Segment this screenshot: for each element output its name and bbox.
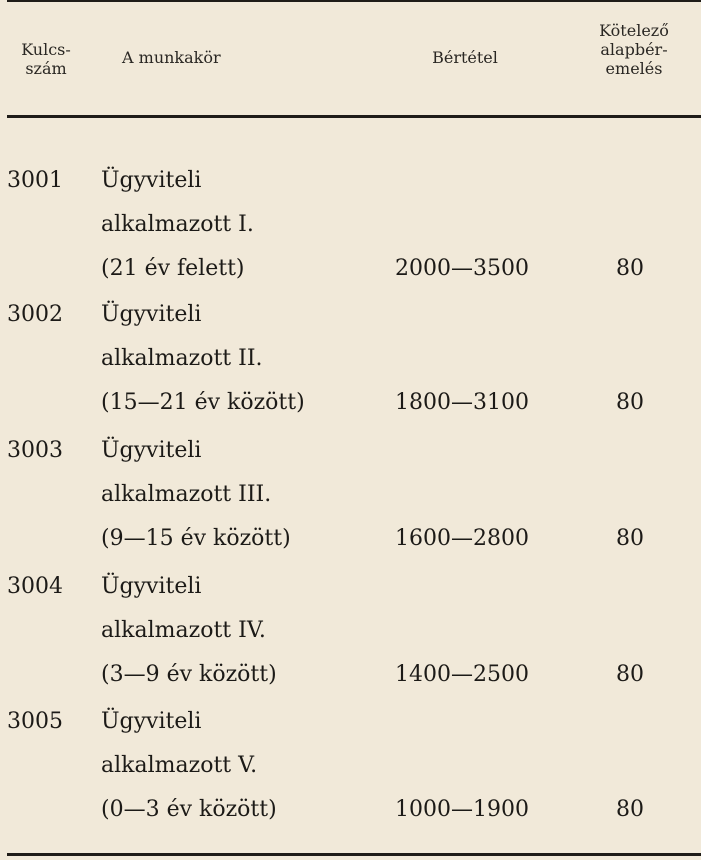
header-job: A munkakör: [122, 48, 221, 67]
table-top-rule: [7, 0, 701, 2]
row-code: 3004: [7, 574, 63, 599]
job-line-1: Ügyviteli: [101, 709, 202, 734]
job-line-2: alkalmazott V.: [101, 753, 258, 778]
job-line-1: Ügyviteli: [101, 574, 202, 599]
job-line-2: alkalmazott I.: [101, 212, 254, 237]
table-row: [0, 159, 701, 294]
row-raise: 80: [616, 256, 644, 281]
job-line-3: (15—21 év között): [101, 390, 305, 415]
row-wage: 1800—3100: [395, 390, 529, 415]
row-code: 3005: [7, 709, 63, 734]
row-raise: 80: [616, 390, 644, 415]
header-code: [6, 40, 86, 78]
row-code: 3001: [7, 168, 63, 193]
row-code: 3003: [7, 438, 63, 463]
header-wage: Bértétel: [432, 48, 498, 67]
table-bottom-rule: [7, 853, 701, 856]
job-line-2: alkalmazott III.: [101, 482, 272, 507]
header-code-line-1: Kulcs-: [21, 40, 71, 59]
table-row: [0, 700, 701, 835]
job-line-2: alkalmazott IV.: [101, 618, 266, 643]
header-raise-line-2: alapbér-: [600, 40, 668, 59]
job-line-3: (0—3 év között): [101, 797, 277, 822]
job-line-1: Ügyviteli: [101, 168, 202, 193]
job-line-2: alkalmazott II.: [101, 346, 263, 371]
job-line-3: (3—9 év között): [101, 662, 277, 687]
row-raise: 80: [616, 526, 644, 551]
row-job: [101, 159, 254, 291]
row-raise: 80: [616, 797, 644, 822]
row-wage: 2000—3500: [395, 256, 529, 281]
header-raise-line-3: emelés: [605, 59, 663, 78]
row-job: [101, 293, 305, 425]
header-raise: [572, 21, 696, 78]
table-row: [0, 293, 701, 428]
row-job: [101, 565, 277, 697]
header-code-line-2: szám: [25, 59, 67, 78]
row-wage: 1600—2800: [395, 526, 529, 551]
job-line-3: (9—15 év között): [101, 526, 291, 551]
row-wage: 1400—2500: [395, 662, 529, 687]
row-wage: 1000—1900: [395, 797, 529, 822]
table-header-rule: [7, 115, 701, 118]
table-row: [0, 429, 701, 564]
row-job: [101, 429, 291, 561]
row-raise: 80: [616, 662, 644, 687]
header-raise-line-1: Kötelező: [599, 21, 669, 40]
job-line-1: Ügyviteli: [101, 438, 202, 463]
job-line-1: Ügyviteli: [101, 302, 202, 327]
job-line-3: (21 év felett): [101, 256, 245, 281]
row-job: [101, 700, 277, 832]
table-row: [0, 565, 701, 700]
row-code: 3002: [7, 302, 63, 327]
